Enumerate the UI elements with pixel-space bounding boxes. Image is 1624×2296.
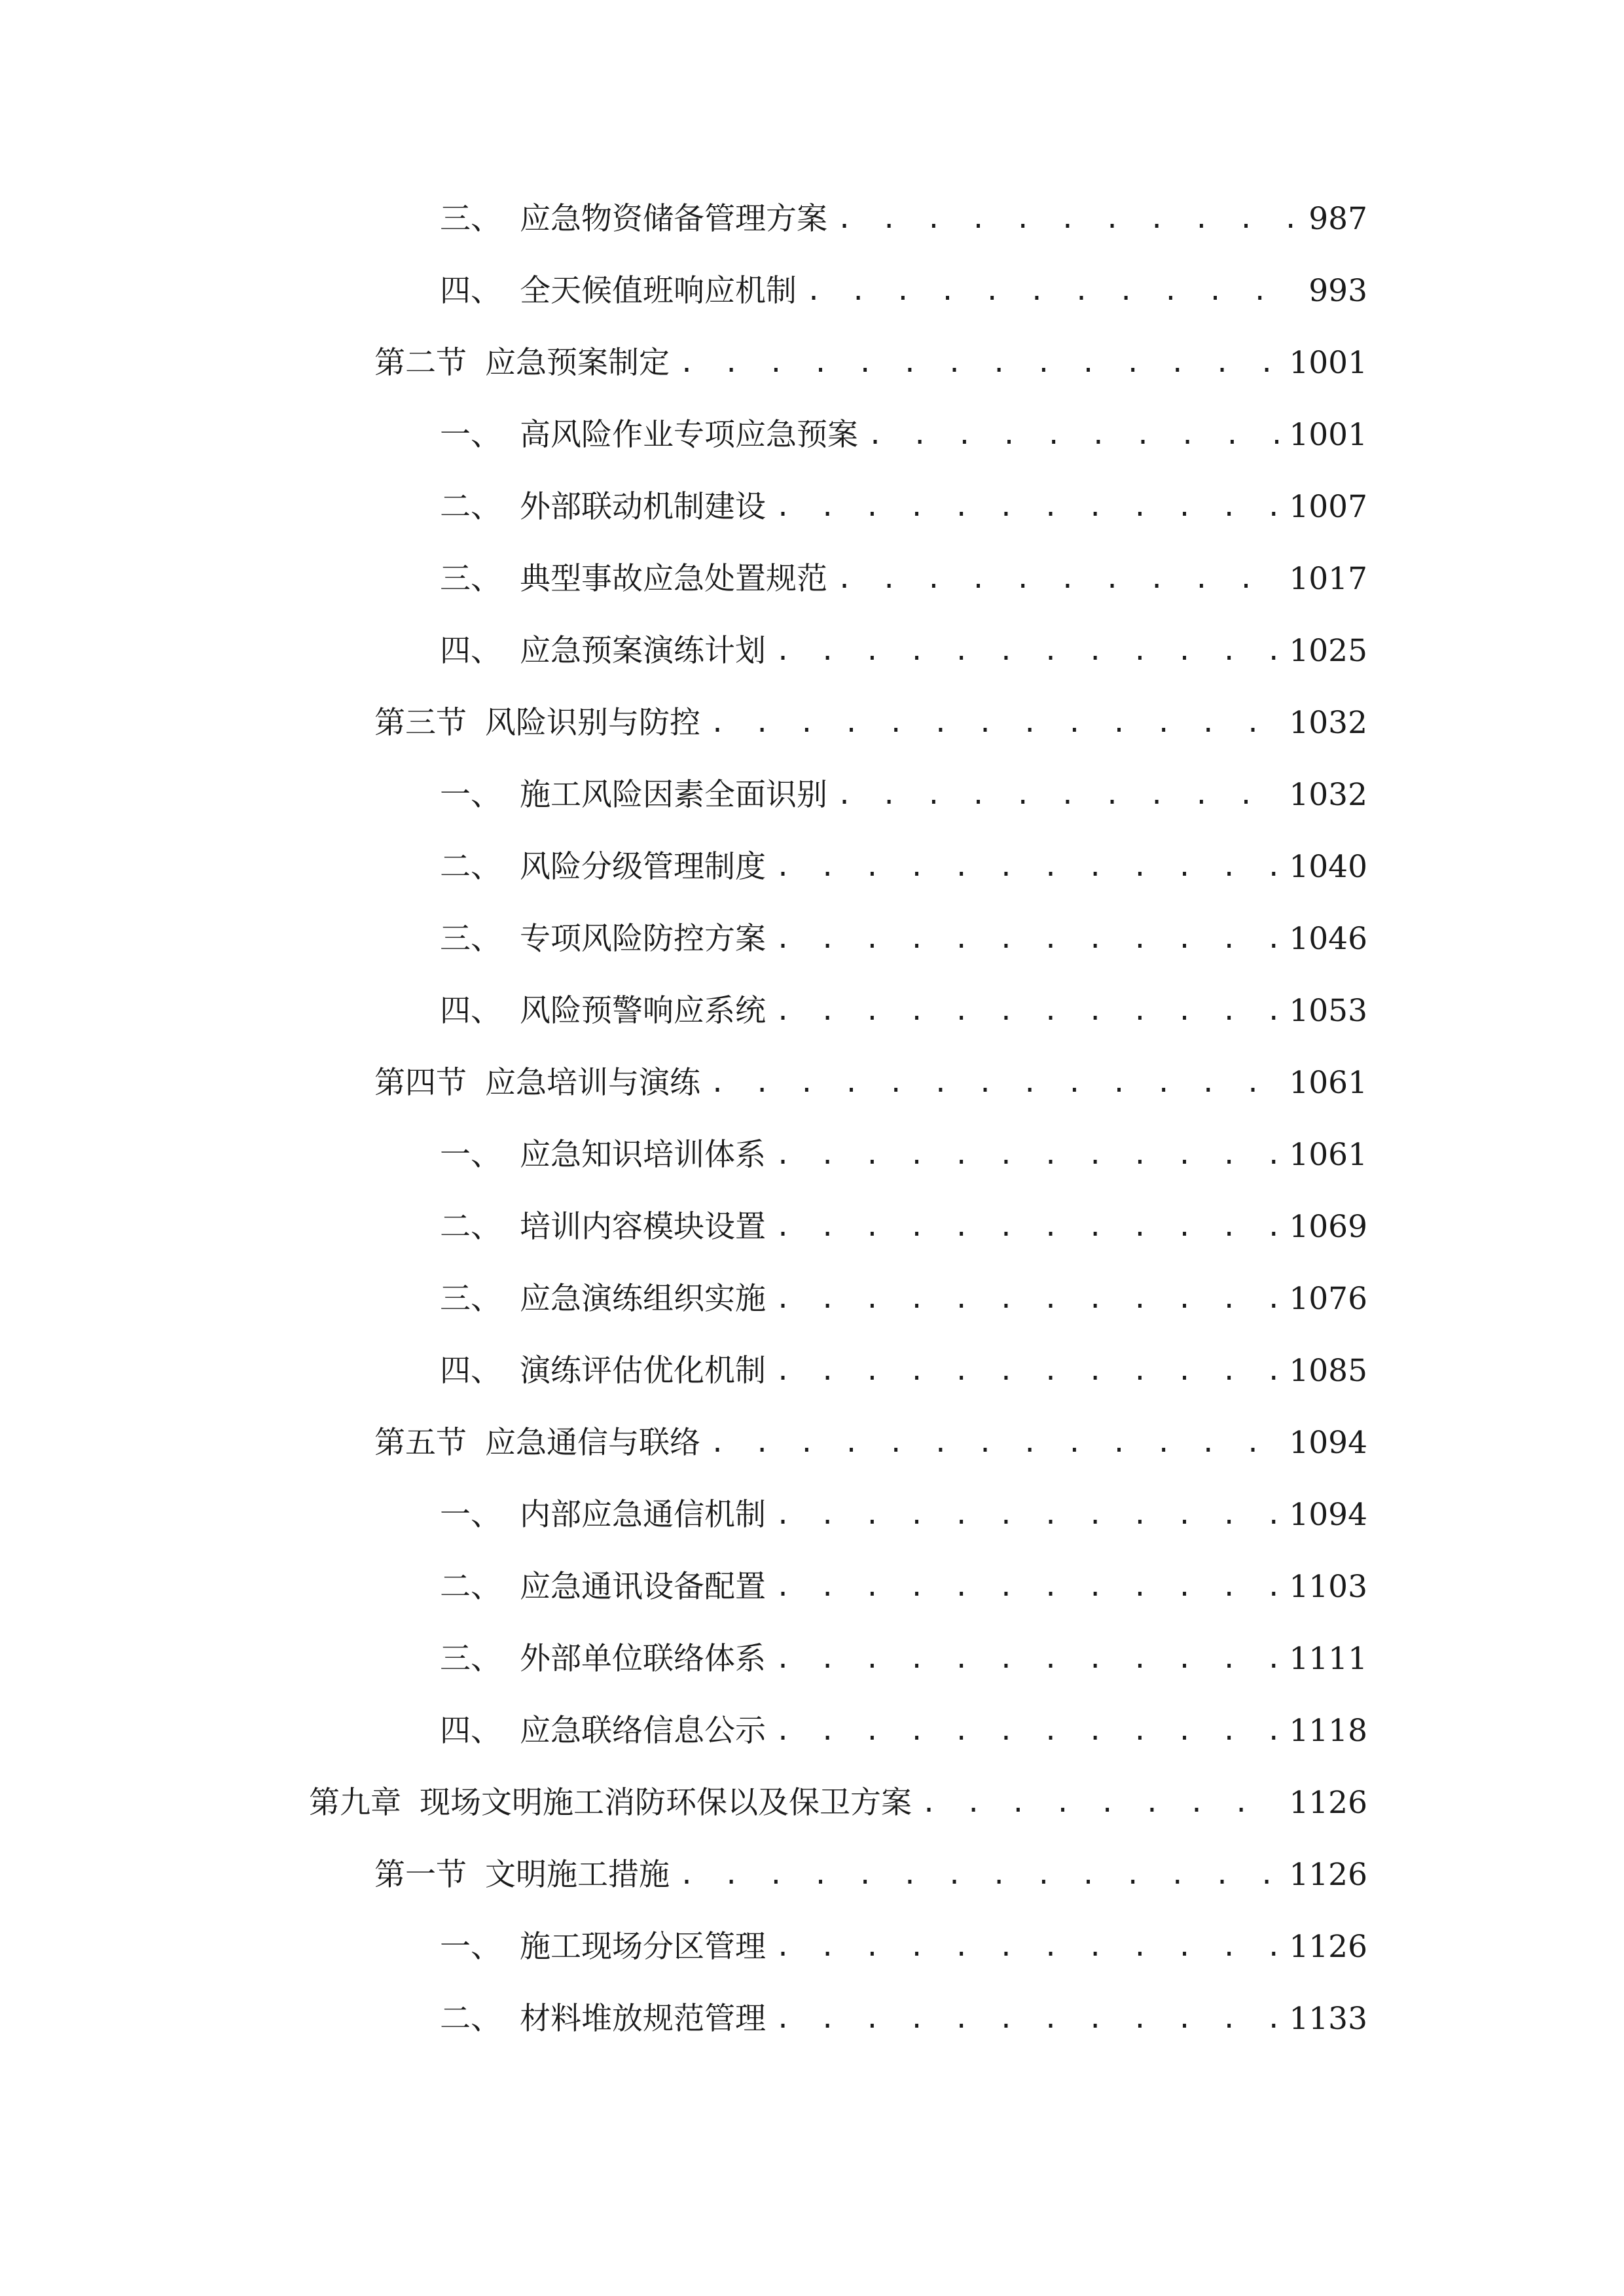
toc-entry-number: 第一节: [374, 1857, 467, 1893]
toc-entry-title: 外部单位联络体系: [520, 1641, 766, 1677]
toc-entry-number: 四、: [440, 1353, 501, 1389]
toc-entry-page: 1061: [1289, 1065, 1367, 1101]
toc-entry[interactable]: [374, 1852, 1367, 1898]
toc-entry-number: 二、: [440, 1569, 501, 1605]
toc-entry-title: 培训内容模块设置: [520, 1209, 766, 1245]
toc-entry-page: 1032: [1289, 777, 1367, 813]
toc-entry[interactable]: [440, 628, 1367, 674]
toc-entry-page: 1126: [1289, 1929, 1367, 1965]
dot-leader: [775, 1924, 1280, 1970]
toc-entry-title: 典型事故应急处置规范: [520, 561, 827, 597]
toc-entry[interactable]: [440, 916, 1367, 962]
toc-entry-title: 风险分级管理制度: [520, 849, 766, 885]
toc-entry-page: 993: [1308, 273, 1367, 309]
toc-entry-number: 三、: [440, 201, 501, 237]
toc-entry-number: 三、: [440, 1281, 501, 1317]
dot-leader: [775, 1996, 1280, 2042]
toc-entry-number: 三、: [440, 561, 501, 597]
toc-entry[interactable]: [374, 700, 1367, 746]
dot-leader: [837, 556, 1280, 602]
toc-entry-page: 1069: [1289, 1209, 1367, 1245]
toc-entry-number: 一、: [440, 417, 501, 453]
dot-leader: [710, 700, 1280, 746]
dot-leader: [775, 628, 1280, 674]
toc-entry[interactable]: [440, 1132, 1367, 1178]
dot-leader: [775, 988, 1280, 1034]
toc-entry-page: 1017: [1289, 561, 1367, 597]
toc-entry-page: 1133: [1289, 2001, 1367, 2037]
toc-entry-page: 1025: [1289, 633, 1367, 669]
toc-entry-title: 施工现场分区管理: [520, 1929, 766, 1965]
toc-entry-title: 应急培训与演练: [485, 1065, 700, 1101]
toc-entry-page: 1001: [1289, 417, 1367, 453]
toc-entry-number: 第二节: [374, 345, 467, 381]
toc-entry[interactable]: [440, 1708, 1367, 1754]
toc-entry[interactable]: [440, 196, 1367, 242]
toc-entry-page: 1126: [1289, 1785, 1367, 1821]
toc-entry-title: 风险预警响应系统: [520, 993, 766, 1029]
toc-entry-number: 二、: [440, 489, 501, 525]
toc-entry-page: 1103: [1289, 1569, 1367, 1605]
toc-entry[interactable]: [440, 268, 1367, 314]
dot-leader: [806, 268, 1299, 314]
toc-entry[interactable]: [440, 1996, 1367, 2042]
toc-entry[interactable]: [440, 484, 1367, 530]
toc-entry[interactable]: [440, 1924, 1367, 1970]
dot-leader: [775, 1132, 1280, 1178]
toc-entry[interactable]: [374, 1060, 1367, 1106]
toc-entry-page: 1126: [1289, 1857, 1367, 1893]
toc-entry-title: 应急预案制定: [485, 345, 670, 381]
toc-entry[interactable]: [440, 844, 1367, 890]
dot-leader: [775, 916, 1280, 962]
dot-leader: [710, 1420, 1280, 1466]
toc-entry-title: 内部应急通信机制: [520, 1497, 766, 1533]
dot-leader: [775, 1636, 1280, 1682]
toc-entry-page: 1118: [1289, 1713, 1367, 1749]
toc-entry-page: 1111: [1289, 1641, 1367, 1677]
toc-entry[interactable]: [309, 1780, 1367, 1826]
toc-entry-title: 文明施工措施: [485, 1857, 670, 1893]
toc-entry-page: 1094: [1289, 1497, 1367, 1533]
toc-entry-title: 高风险作业专项应急预案: [520, 417, 858, 453]
toc-entry-title: 全天候值班响应机制: [520, 273, 797, 309]
toc-entry-title: 应急知识培训体系: [520, 1137, 766, 1173]
toc-entry[interactable]: [440, 412, 1367, 458]
toc-entry-number: 二、: [440, 2001, 501, 2037]
toc-entry-number: 四、: [440, 1713, 501, 1749]
toc-entry-number: 四、: [440, 273, 501, 309]
dot-leader: [775, 484, 1280, 530]
toc-entry-number: 一、: [440, 1497, 501, 1533]
dot-leader: [710, 1060, 1280, 1106]
toc-entry[interactable]: [374, 1420, 1367, 1466]
toc-entry[interactable]: [440, 988, 1367, 1034]
dot-leader: [775, 1276, 1280, 1322]
toc-entry[interactable]: [440, 556, 1367, 602]
toc-entry-page: 1061: [1289, 1137, 1367, 1173]
toc-entry-title: 材料堆放规范管理: [520, 2001, 766, 2037]
toc-entry-title: 施工风险因素全面识别: [520, 777, 827, 813]
toc-entry-title: 应急预案演练计划: [520, 633, 766, 669]
toc-entry-page: 1076: [1289, 1281, 1367, 1317]
toc-entry[interactable]: [440, 1492, 1367, 1538]
toc-entry-page: 1032: [1289, 705, 1367, 741]
toc-entry[interactable]: [374, 340, 1367, 386]
toc-entry-title: 演练评估优化机制: [520, 1353, 766, 1389]
dot-leader: [921, 1780, 1280, 1826]
toc-entry-title: 专项风险防控方案: [520, 921, 766, 957]
toc-entry-number: 一、: [440, 1929, 501, 1965]
dot-leader: [775, 1204, 1280, 1250]
dot-leader: [775, 844, 1280, 890]
toc-entry-number: 一、: [440, 777, 501, 813]
toc-entry-page: 1040: [1289, 849, 1367, 885]
toc-entry-title: 应急通信与联络: [485, 1425, 700, 1461]
toc-entry-number: 第四节: [374, 1065, 467, 1101]
toc-entry[interactable]: [440, 1564, 1367, 1610]
toc-entry[interactable]: [440, 1636, 1367, 1682]
toc-entry-page: 1001: [1289, 345, 1367, 381]
toc-entry-title: 应急物资储备管理方案: [520, 201, 827, 237]
toc-entry-number: 二、: [440, 1209, 501, 1245]
toc-entry-number: 第九章: [309, 1785, 401, 1821]
toc-entry[interactable]: [440, 1276, 1367, 1322]
dot-leader: [775, 1564, 1280, 1610]
toc-entry-page: 1007: [1289, 489, 1367, 525]
dot-leader: [775, 1708, 1280, 1754]
toc-entry-number: 四、: [440, 633, 501, 669]
toc-entry[interactable]: [440, 1204, 1367, 1250]
toc-entry-number: 一、: [440, 1137, 501, 1173]
toc-entry-number: 第三节: [374, 705, 467, 741]
toc-entry-page: 1085: [1289, 1353, 1367, 1389]
dot-leader: [837, 196, 1299, 242]
toc-entry-page: 1094: [1289, 1425, 1367, 1461]
toc-entry-title: 风险识别与防控: [485, 705, 700, 741]
toc-entry-page: 1046: [1289, 921, 1367, 957]
toc-entry-number: 二、: [440, 849, 501, 885]
toc-entry-title: 应急通讯设备配置: [520, 1569, 766, 1605]
toc-entry-number: 三、: [440, 921, 501, 957]
toc-entry-number: 四、: [440, 993, 501, 1029]
toc-entry-number: 三、: [440, 1641, 501, 1677]
toc-entry[interactable]: [440, 1348, 1367, 1394]
toc-entry-page: 987: [1308, 201, 1367, 237]
dot-leader: [837, 772, 1280, 818]
toc-entry-title: 现场文明施工消防环保以及保卫方案: [420, 1785, 912, 1821]
dot-leader: [867, 412, 1280, 458]
toc-entry-title: 应急演练组织实施: [520, 1281, 766, 1317]
toc-entry-page: 1053: [1289, 993, 1367, 1029]
dot-leader: [679, 340, 1280, 386]
dot-leader: [775, 1348, 1280, 1394]
toc-entry-title: 外部联动机制建设: [520, 489, 766, 525]
toc-entry-title: 应急联络信息公示: [520, 1713, 766, 1749]
toc-entry-number: 第五节: [374, 1425, 467, 1461]
dot-leader: [679, 1852, 1280, 1898]
toc-entry[interactable]: [440, 772, 1367, 818]
dot-leader: [775, 1492, 1280, 1538]
